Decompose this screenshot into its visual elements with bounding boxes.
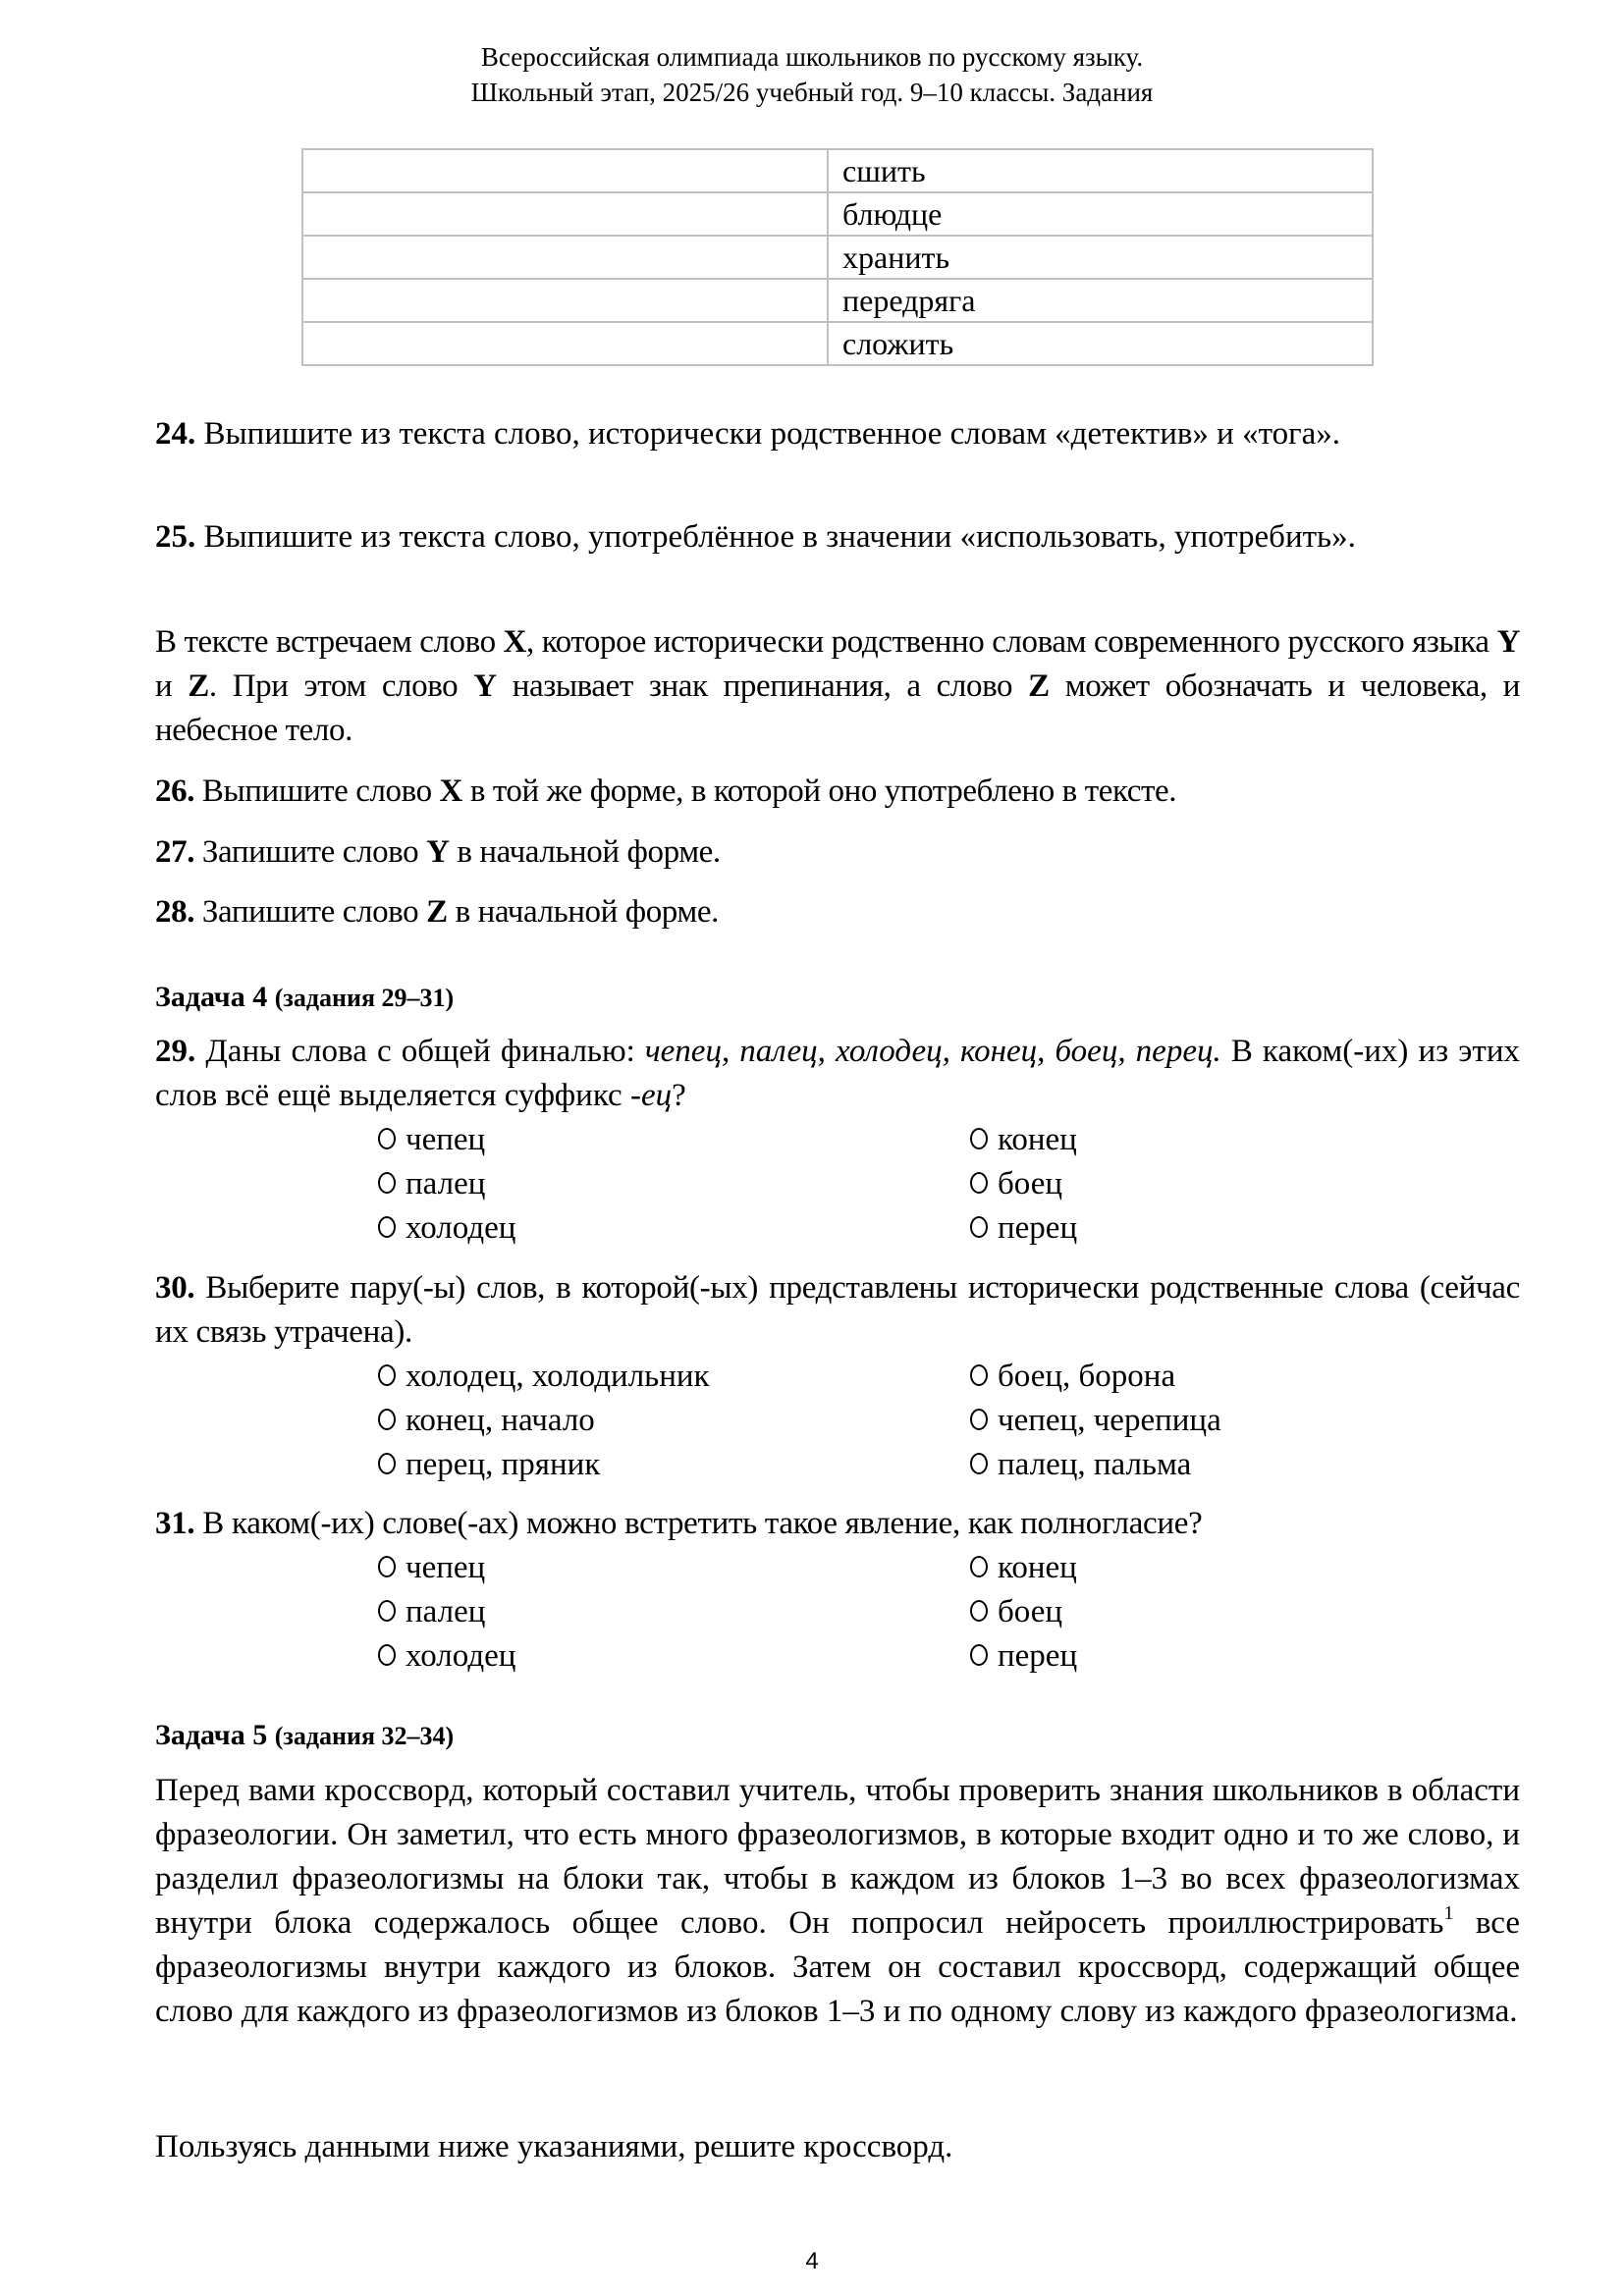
page-number: 4 xyxy=(805,2248,819,2274)
var-x: X xyxy=(503,624,526,660)
option[interactable] xyxy=(378,1118,485,1162)
task-text: Выпишите слово xyxy=(194,774,440,809)
task-text: ? xyxy=(672,1078,686,1113)
option-label: палец xyxy=(406,1594,486,1629)
radio-icon[interactable] xyxy=(970,1216,988,1238)
text: может обозначать и человека, и небесное тело. xyxy=(155,668,1520,748)
table-cell-word: передряга xyxy=(828,279,1373,322)
radio-icon[interactable] xyxy=(378,1644,396,1666)
task-text: Выпишите из текста слово, исторически родственное словам «детектив» и «тога». xyxy=(195,416,1341,452)
radio-icon[interactable] xyxy=(378,1600,396,1622)
task-text: в начальной форме. xyxy=(449,834,721,870)
option-label: боец xyxy=(998,1166,1062,1201)
option-label: палец, пальма xyxy=(998,1447,1192,1482)
radio-icon[interactable] xyxy=(970,1409,988,1430)
option-label: чепец xyxy=(406,1550,486,1585)
option[interactable] xyxy=(970,1118,1077,1162)
task-text: Выпишите из текста слово, употреблённое в значении «использовать, употребить». xyxy=(195,519,1356,555)
radio-icon[interactable] xyxy=(378,1364,396,1386)
page-header xyxy=(0,39,1624,110)
text: и xyxy=(155,668,189,704)
table-cell-answer xyxy=(302,236,828,279)
option[interactable] xyxy=(378,1443,600,1487)
task-number: 27. xyxy=(155,834,195,870)
problem-4-heading xyxy=(155,975,1520,1020)
option[interactable] xyxy=(378,1355,710,1399)
instruction-text: Пользуясь данными ниже указаниями, решите кроссворд. xyxy=(155,2129,953,2164)
problem-5-instruction xyxy=(155,2125,1520,2169)
radio-icon[interactable] xyxy=(378,1172,396,1194)
task-text: в начальной форме. xyxy=(447,894,719,930)
option-label: перец, пряник xyxy=(406,1447,601,1482)
task-number: 24. xyxy=(155,416,196,452)
radio-icon[interactable] xyxy=(970,1453,988,1474)
option-label: перец xyxy=(998,1210,1078,1246)
text: . При этом слово xyxy=(208,668,474,704)
table-cell-word: хранить xyxy=(828,236,1373,279)
var-z: Z xyxy=(1028,668,1050,704)
option[interactable] xyxy=(970,1634,1077,1679)
task-text: В каком(-их) слове(-ах) можно встретить такое явление, как полногласие? xyxy=(194,1506,1203,1541)
task-number: 28. xyxy=(155,894,195,930)
option[interactable] xyxy=(378,1590,485,1634)
problem-title: Задача 4 xyxy=(155,981,268,1013)
task-number: 26. xyxy=(155,774,195,809)
var-y: Y xyxy=(426,834,450,870)
paragraph-text: все фразеологизмы внутри каждого из блоков. Затем он составил кроссворд, содержащий общее слово для каждого из фразеологизмов из блоков 1–3 и по одному слову из каждого фразеологизма. xyxy=(155,1905,1521,2029)
problem-5-heading xyxy=(155,1713,1520,1758)
option-label: палец xyxy=(406,1166,486,1201)
text: В тексте встречаем слово xyxy=(155,624,504,660)
option[interactable] xyxy=(970,1546,1077,1590)
option[interactable] xyxy=(378,1634,515,1679)
table-row xyxy=(302,149,1373,192)
task-27 xyxy=(155,830,1520,875)
radio-icon[interactable] xyxy=(970,1128,988,1149)
word-list: чепец, палец, холодец, конец, боец, перец. xyxy=(644,1034,1221,1069)
option-label: холодец xyxy=(406,1638,516,1674)
table-row xyxy=(302,192,1373,236)
option[interactable] xyxy=(970,1162,1062,1206)
var-z: Z xyxy=(426,894,448,930)
option-label: чепец xyxy=(406,1122,486,1157)
problem-range: (задания 29–31) xyxy=(274,984,455,1012)
option[interactable] xyxy=(970,1399,1221,1443)
radio-icon[interactable] xyxy=(970,1600,988,1622)
task-number: 29. xyxy=(155,1034,196,1069)
option[interactable] xyxy=(970,1355,1175,1399)
table-cell-word: сшить xyxy=(828,149,1373,192)
problem-title: Задача 5 xyxy=(155,1719,268,1751)
text: , которое исторически родственно словам современного русского языка xyxy=(525,624,1497,660)
task-29 xyxy=(155,1030,1520,1118)
option[interactable] xyxy=(378,1162,485,1206)
table-cell-answer xyxy=(302,279,828,322)
table-row xyxy=(302,236,1373,279)
option[interactable] xyxy=(970,1206,1077,1251)
radio-icon[interactable] xyxy=(970,1172,988,1194)
word-table xyxy=(301,148,1374,366)
option-label: конец xyxy=(998,1122,1077,1157)
radio-icon[interactable] xyxy=(378,1409,396,1430)
option[interactable] xyxy=(378,1206,515,1251)
radio-icon[interactable] xyxy=(970,1644,988,1666)
table-cell-word: блюдце xyxy=(828,192,1373,236)
task-number: 25. xyxy=(155,519,196,555)
table-row xyxy=(302,279,1373,322)
radio-icon[interactable] xyxy=(378,1216,396,1238)
task-text: Запишите слово xyxy=(194,834,427,870)
option[interactable] xyxy=(970,1443,1191,1487)
task-24 xyxy=(155,412,1520,456)
task-text: В каком(-их) из этих слов всё ещё выделяется суффикс xyxy=(155,1034,1520,1113)
var-x: X xyxy=(439,774,462,809)
table-row xyxy=(302,322,1373,365)
radio-icon[interactable] xyxy=(378,1556,396,1577)
task-text: Выберите пару(-ы) слов, в которой(-ых) представлены исторически родственные слова (сейчас их связь утрачена). xyxy=(155,1270,1520,1350)
option-label: холодец, холодильник xyxy=(406,1359,710,1394)
var-y: Y xyxy=(473,668,497,704)
task-text: Запишите слово xyxy=(194,894,427,930)
option-label: перец xyxy=(998,1638,1078,1674)
table-cell-answer xyxy=(302,322,828,365)
radio-icon[interactable] xyxy=(970,1364,988,1386)
task-31 xyxy=(155,1502,1520,1546)
option-label: боец xyxy=(998,1594,1062,1629)
task-number: 31. xyxy=(155,1506,195,1541)
paragraph-text: Перед вами кроссворд, который составил учитель, чтобы проверить знания школьников в области фразеологии. Он заметил, что есть много фразеологизмов, в которые входит одно и то же слово, и разделил фразеологизмы на блоки так, чтобы в каждом из блоков 1–3 во всех фразеологизмах внутри блока содержалось общее слово. Он попросил нейросеть проиллюстрировать xyxy=(155,1773,1520,1941)
problem-5-description xyxy=(155,1769,1520,2034)
header-line-2: Школьный этап, 2025/26 учебный год. 9–10 классы. Задания xyxy=(470,78,1154,107)
table-cell-answer xyxy=(302,192,828,236)
option[interactable] xyxy=(378,1399,595,1443)
task-28 xyxy=(155,890,1520,934)
header-line-1: Всероссийская олимпиада школьников по русскому языку. xyxy=(480,42,1144,72)
option-label: боец, борона xyxy=(998,1359,1176,1394)
problem-range: (задания 32–34) xyxy=(274,1722,455,1750)
table-cell-answer xyxy=(302,149,828,192)
task-number: 30. xyxy=(155,1270,195,1306)
option-label: чепец, черепица xyxy=(998,1403,1221,1438)
radio-icon[interactable] xyxy=(378,1128,396,1149)
footnote-marker[interactable]: 1 xyxy=(1443,1902,1454,1924)
suffix: -ец xyxy=(629,1078,673,1113)
radio-icon[interactable] xyxy=(378,1453,396,1474)
task-30 xyxy=(155,1266,1520,1355)
var-y: Y xyxy=(1496,624,1520,660)
radio-icon[interactable] xyxy=(970,1556,988,1577)
task-text: в той же форме, в которой оно употреблено в тексте. xyxy=(461,774,1177,809)
option-label: конец, начало xyxy=(406,1403,595,1438)
option[interactable] xyxy=(970,1590,1062,1634)
task-25 xyxy=(155,515,1520,560)
task-text: Даны слова с общей финалью: xyxy=(195,1034,645,1069)
option[interactable] xyxy=(378,1546,485,1590)
option-label: холодец xyxy=(406,1210,516,1246)
task-26 xyxy=(155,770,1520,814)
table-cell-word: сложить xyxy=(828,322,1373,365)
xyz-intro xyxy=(155,620,1520,753)
option-label: конец xyxy=(998,1550,1077,1585)
var-z: Z xyxy=(188,668,209,704)
text: называет знак препинания, а слово xyxy=(496,668,1029,704)
